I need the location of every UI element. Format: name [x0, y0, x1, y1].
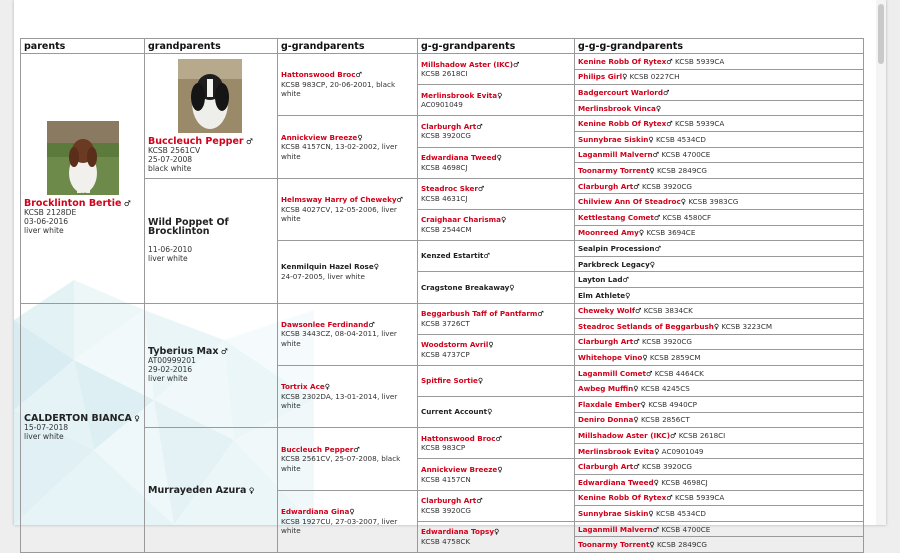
g5-26-reg: AC0901049	[661, 446, 704, 456]
g5-29-reg: KCSB 5939CA	[675, 493, 725, 503]
g5-cell-1	[575, 54, 864, 70]
dam-color: liver white	[24, 432, 64, 442]
gp-cell-3	[145, 303, 278, 428]
gggp-16-sex-icon: ♀	[494, 527, 500, 537]
header-row	[21, 39, 864, 54]
ggp-8-details: KCSB 1927CU, 27-03-2007, liver white	[281, 516, 398, 536]
ggp-1-details: KCSB 983CP, 20-06-2001, black white	[281, 79, 396, 99]
sire-cell	[21, 54, 145, 304]
gggp-5-reg: KCSB 4631CJ	[421, 193, 468, 203]
g5-9-name[interactable]: Clarburgh Art	[578, 181, 634, 191]
gggp-4-reg: KCSB 4698CJ	[421, 162, 468, 172]
g5-12-reg: KCSB 3694CE	[646, 228, 696, 238]
g5-cell-19	[575, 334, 864, 350]
ggp-7-sex-icon: ♂	[353, 444, 360, 454]
gggp-cell-8	[418, 272, 575, 303]
g5-10-sex-icon: ♀	[680, 197, 687, 207]
gggp-4-name[interactable]: Edwardiana Tweed	[421, 153, 497, 163]
ggp-3-details: KCSB 4027CV, 12-05-2006, liver white	[281, 204, 397, 224]
gggp-cell-10	[418, 334, 575, 365]
g5-13-sex-icon: ♂	[654, 243, 662, 253]
gggp-2-reg: AC0901049	[421, 100, 463, 110]
g5-cell-15	[575, 272, 864, 288]
g5-7-sex-icon: ♂	[652, 150, 660, 160]
g5-29-sex-icon: ♂	[666, 493, 673, 503]
g5-18-reg: KCSB 3223CM	[721, 321, 773, 331]
header-parents: parents	[21, 39, 145, 54]
g5-cell-25	[575, 428, 864, 444]
g5-11-name[interactable]: Kettlestang Comet	[578, 212, 654, 222]
g5-5-name[interactable]: Kenine Robb Of Rytex	[578, 119, 667, 129]
gp-2-dob: 11-06-2010	[148, 245, 193, 255]
g5-cell-8	[575, 163, 864, 179]
ggp-cell-4	[278, 241, 418, 303]
sire-color: liver white	[24, 226, 64, 236]
g5-18-name[interactable]: Steadroc Setlands of Beggarbush	[578, 321, 714, 331]
dam-cell	[21, 303, 145, 553]
g5-25-name[interactable]: Millshadow Aster (IKC)	[578, 431, 670, 441]
g5-6-sex-icon: ♀	[648, 134, 654, 144]
header-g-grandparents: g-grandparents	[278, 39, 418, 54]
gggp-16-reg: KCSB 4758CK	[421, 536, 471, 546]
g5-16-name[interactable]: Elm Athlete	[578, 290, 626, 300]
ggp-6-details: KCSB 2302DA, 13-01-2014, liver white	[281, 391, 398, 411]
gp-3-dob: 29-02-2016	[148, 365, 193, 375]
g5-4-name[interactable]: Merlinsbrook Vinca	[578, 103, 656, 113]
g5-27-sex-icon: ♂	[633, 462, 640, 472]
g5-4-sex-icon: ♀	[655, 103, 662, 113]
gggp-8-sex-icon: ♀	[509, 282, 515, 292]
g5-cell-28	[575, 475, 864, 491]
gggp-cell-11	[418, 365, 575, 396]
gggp-1-reg: KCSB 2618CI	[421, 69, 468, 79]
g5-cell-27	[575, 459, 864, 475]
gggp-15-sex-icon: ♂	[476, 496, 483, 506]
ggp-cell-7	[278, 428, 418, 490]
g5-20-reg: KCSB 2859CM	[649, 353, 701, 363]
g5-29-name[interactable]: Kenine Robb Of Rytex	[578, 493, 667, 503]
gggp-9-sex-icon: ♂	[537, 309, 544, 318]
g5-11-reg: KCSB 4580CF	[662, 212, 712, 222]
gggp-15-reg: KCSB 3920CG	[421, 505, 471, 515]
g5-24-reg: KCSB 2856CT	[640, 415, 690, 425]
gggp-14-reg: KCSB 4157CN	[421, 474, 471, 484]
gggp-14-sex-icon: ♀	[497, 464, 503, 474]
g5-19-name[interactable]: Clarburgh Art	[578, 337, 634, 347]
g5-cell-26	[575, 443, 864, 459]
ggp-5-details: KCSB 3443CZ, 08-04-2011, liver white	[281, 329, 397, 348]
gggp-cell-7	[418, 241, 575, 272]
g5-7-name[interactable]: Laganmill Malvern	[578, 150, 653, 160]
gggp-6-reg: KCSB 2544CM	[421, 225, 472, 235]
g5-26-sex-icon: ♀	[654, 446, 660, 456]
g5-6-reg: KCSB 4534CD	[655, 134, 706, 144]
gp-1-sex-icon: ♂	[246, 136, 253, 146]
g5-10-name[interactable]: Chilview Ann Of Steadroc	[578, 197, 681, 207]
g5-8-reg: KCSB 2849CG	[656, 165, 707, 175]
ggp-1-name[interactable]: Hattonswood Broc	[281, 70, 356, 80]
gggp-9-reg: KCSB 3726CT	[421, 318, 470, 328]
dam-dob: 15-07-2018	[24, 423, 69, 433]
g5-15-sex-icon: ♂	[622, 275, 629, 285]
g5-20-sex-icon: ♀	[642, 353, 648, 363]
g5-21-sex-icon: ♂	[645, 368, 653, 378]
g5-9-reg: KCSB 3920CG	[642, 181, 692, 191]
g5-32-reg: KCSB 2849CG	[656, 540, 707, 550]
gp-cell-2	[145, 178, 278, 303]
ggp-7-details: KCSB 2561CV, 25-07-2008, black white	[281, 454, 401, 473]
gggp-12-sex-icon: ♀	[487, 407, 493, 417]
g5-2-reg: KCSB 0227CH	[629, 72, 680, 82]
g5-cell-6	[575, 131, 864, 147]
gggp-cell-12	[418, 397, 575, 428]
g5-22-name[interactable]: Awbeg Muffin	[578, 384, 634, 394]
gp-4-name[interactable]: Murrayeden Azura	[148, 484, 247, 496]
pedigree-table	[20, 38, 864, 553]
ggp-5-name[interactable]: Dawsonlee Ferdinand	[281, 319, 369, 329]
ggp-cell-6	[278, 365, 418, 427]
gggp-13-reg: KCSB 983CP	[421, 443, 466, 453]
gggp-1-sex-icon: ♂	[512, 59, 520, 69]
sire-photo	[47, 121, 119, 195]
gggp-cell-1	[418, 54, 575, 85]
g5-cell-29	[575, 490, 864, 506]
g5-8-name[interactable]: Toonarmy Torrent	[578, 165, 650, 175]
gp-cell-4	[145, 428, 278, 553]
gggp-11-name[interactable]: Spitfire Sortie	[421, 376, 478, 386]
g5-12-name[interactable]: Moonreed Amy	[578, 228, 639, 238]
gggp-8-name[interactable]: Cragstone Breakaway	[421, 282, 510, 292]
g5-21-reg: KCSB 4464CK	[654, 368, 704, 378]
g5-cell-2	[575, 69, 864, 85]
g5-1-name[interactable]: Kenine Robb Of Rytex	[578, 56, 667, 66]
ggp-cell-8	[278, 490, 418, 552]
g5-13-name[interactable]: Sealpin Procession	[578, 243, 655, 253]
header-grandparents: grandparents	[145, 39, 278, 54]
gggp-2-name[interactable]: Merlinsbrook Evita	[421, 90, 498, 100]
ggp-4-name[interactable]: Kenmilquin Hazel Rose	[281, 262, 374, 272]
g5-5-reg: KCSB 5939CA	[675, 119, 725, 129]
g5-cell-3	[575, 85, 864, 101]
ggp-cell-5	[278, 303, 418, 365]
g5-cell-30	[575, 506, 864, 522]
g5-11-sex-icon: ♂	[653, 212, 661, 222]
gggp-13-sex-icon: ♂	[495, 433, 502, 443]
gggp-3-sex-icon: ♂	[476, 121, 483, 131]
gggp-10-reg: KCSB 4737CP	[421, 349, 470, 359]
ggp-3-sex-icon: ♂	[396, 195, 403, 205]
gp-4-sex-icon: ♀	[248, 485, 255, 495]
g5-1-reg: KCSB 5939CA	[675, 56, 725, 66]
gp-1-name[interactable]: Buccleuch Pepper	[148, 135, 244, 147]
gggp-3-reg: KCSB 3920CG	[421, 131, 471, 141]
gggp-1-name[interactable]: Millshadow Aster (IKC)	[421, 59, 513, 69]
g5-cell-18	[575, 319, 864, 335]
g5-8-sex-icon: ♀	[649, 165, 655, 175]
g5-cell-23	[575, 397, 864, 413]
gp-1-photo	[178, 59, 242, 133]
g5-32-name[interactable]: Toonarmy Torrent	[578, 540, 650, 550]
g5-cell-4	[575, 100, 864, 116]
ggp-cell-3	[278, 178, 418, 240]
gggp-cell-16	[418, 521, 575, 552]
ggp-4-details: 24-07-2005, liver white	[281, 271, 365, 281]
ggp-2-details: KCSB 4157CN, 13-02-2002, liver white	[281, 142, 398, 161]
g5-1-sex-icon: ♂	[666, 56, 673, 66]
g5-25-reg: KCSB 2618CI	[678, 431, 726, 441]
g5-cell-10	[575, 194, 864, 210]
gggp-cell-13	[418, 428, 575, 459]
ggp-cell-1	[278, 54, 418, 116]
gggp-10-name[interactable]: Woodstorm Avril	[421, 340, 489, 350]
g5-7-reg: KCSB 4700CE	[661, 150, 711, 160]
g5-cell-32	[575, 537, 864, 553]
gggp-cell-15	[418, 490, 575, 521]
gggp-cell-2	[418, 85, 575, 116]
sire-name[interactable]: Brocklinton Bertie	[24, 198, 122, 210]
g5-3-name[interactable]: Badgercourt Warlord	[578, 87, 663, 97]
gggp-3-name[interactable]: Clarburgh Art	[421, 121, 477, 131]
g5-cell-14	[575, 256, 864, 272]
g5-6-name[interactable]: Sunnybrae Siskin	[578, 134, 649, 144]
g5-24-name[interactable]: Deniro Donna	[578, 415, 634, 425]
g5-31-name[interactable]: Laganmill Malvern	[578, 524, 653, 534]
scrollbar-thumb[interactable]	[878, 4, 884, 64]
g5-20-name[interactable]: Whitehope Vino	[578, 353, 643, 363]
g5-21-name[interactable]: Laganmill Comet	[578, 368, 646, 378]
gggp-7-name[interactable]: Kenzed Estartit	[421, 251, 484, 261]
g5-cell-16	[575, 287, 864, 303]
gp-3-reg: AT00999201	[148, 356, 196, 366]
ggp-cell-2	[278, 116, 418, 178]
gggp-4-sex-icon: ♀	[496, 153, 502, 163]
ggp-5-sex-icon: ♂	[368, 319, 375, 329]
sire-reg: KCSB 2128DE	[24, 208, 77, 218]
g5-19-reg: KCSB 3920CG	[642, 337, 692, 347]
g5-23-sex-icon: ♀	[640, 399, 646, 409]
g5-cell-11	[575, 209, 864, 225]
g5-cell-21	[575, 365, 864, 381]
g5-cell-31	[575, 521, 864, 537]
dam-sex-icon: ♀	[134, 414, 140, 424]
gp-3-sex-icon: ♂	[220, 347, 228, 357]
gggp-6-name[interactable]: Craighaar Charisma	[421, 215, 502, 225]
g5-18-sex-icon: ♀	[713, 321, 720, 331]
header-g-g-grandparents: g-g-grandparents	[418, 39, 575, 54]
g5-3-sex-icon: ♂	[663, 87, 670, 97]
g5-25-sex-icon: ♂	[669, 431, 677, 441]
g5-28-name[interactable]: Edwardiana Tweed	[578, 477, 654, 487]
gggp-cell-5	[418, 178, 575, 209]
ggp-6-sex-icon: ♀	[324, 382, 330, 392]
gp-3-color: liver white	[148, 374, 188, 384]
gggp-10-sex-icon: ♀	[488, 340, 494, 350]
gggp-cell-3	[418, 116, 575, 147]
g5-28-sex-icon: ♀	[653, 477, 659, 487]
gggp-cell-14	[418, 459, 575, 490]
gggp-cell-6	[418, 209, 575, 240]
ggp-7-name[interactable]: Buccleuch Pepper	[281, 444, 354, 454]
sire-sex-icon: ♂	[123, 199, 131, 209]
g5-19-sex-icon: ♂	[633, 337, 640, 347]
gggp-15-name[interactable]: Clarburgh Art	[421, 496, 477, 506]
g5-28-reg: KCSB 4698CJ	[661, 477, 708, 487]
g5-cell-24	[575, 412, 864, 428]
gp-2-color: liver white	[148, 254, 188, 264]
sire-dob: 03-06-2016	[24, 217, 69, 227]
gggp-14-name[interactable]: Annickview Breeze	[421, 464, 498, 474]
g5-22-reg: KCSB 4245CS	[640, 384, 690, 394]
g5-30-sex-icon: ♀	[648, 509, 654, 519]
g5-cell-5	[575, 116, 864, 132]
gp-1-reg: KCSB 2561CV	[148, 145, 201, 155]
g5-27-reg: KCSB 3920CG	[642, 462, 692, 472]
g5-10-reg: KCSB 3983CG	[688, 197, 739, 207]
gggp-5-sex-icon: ♂	[477, 184, 485, 194]
ggp-4-sex-icon: ♀	[373, 262, 379, 272]
g5-14-sex-icon: ♀	[649, 259, 656, 269]
gp-1-dob: 25-07-2008	[148, 154, 193, 164]
g5-26-name[interactable]: Merlinsbrook Evita	[578, 446, 655, 456]
g5-cell-22	[575, 381, 864, 397]
g5-22-sex-icon: ♀	[633, 384, 639, 394]
g5-17-name[interactable]: Cheweky Wolf	[578, 306, 635, 316]
g5-cell-20	[575, 350, 864, 366]
g5-24-sex-icon: ♀	[633, 415, 639, 425]
gggp-7-sex-icon: ♂	[483, 251, 490, 261]
gggp-2-sex-icon: ♀	[497, 90, 503, 100]
gggp-6-sex-icon: ♀	[501, 215, 507, 225]
g5-9-sex-icon: ♂	[633, 181, 640, 191]
ggp-3-name[interactable]: Helmsway Harry of Cheweky	[281, 195, 397, 205]
g5-cell-7	[575, 147, 864, 163]
g5-14-name[interactable]: Parkbreck Legacy	[578, 259, 650, 269]
gggp-9-name[interactable]: Beggarbush Taff of Pantfarm	[421, 309, 538, 318]
g5-32-sex-icon: ♀	[649, 540, 655, 550]
g5-5-sex-icon: ♂	[666, 119, 673, 129]
g5-23-reg: KCSB 4940CP	[648, 399, 697, 409]
ggp-8-name[interactable]: Edwardiana Gina	[281, 506, 350, 516]
gggp-13-name[interactable]: Hattonswood Broc	[421, 433, 496, 443]
ggp-2-sex-icon: ♀	[357, 132, 363, 142]
gggp-11-sex-icon: ♀	[477, 376, 484, 386]
gggp-cell-9	[418, 303, 575, 334]
gggp-12-name[interactable]: Current Account	[421, 407, 488, 417]
g5-31-sex-icon: ♂	[652, 524, 660, 534]
g5-27-name[interactable]: Clarburgh Art	[578, 462, 634, 472]
ggp-8-sex-icon: ♀	[349, 506, 355, 516]
gp-1-color: black white	[148, 163, 192, 173]
ggp-6-name[interactable]: Tortrix Ace	[281, 382, 325, 392]
g5-16-sex-icon: ♀	[625, 290, 631, 300]
g5-17-reg: KCSB 3834CK	[643, 306, 693, 316]
gp-3-name[interactable]: Tyberius Max	[148, 346, 219, 358]
header-g-g-g-grandparents: g-g-g-grandparents	[575, 39, 864, 54]
scrollbar[interactable]	[876, 0, 886, 525]
g5-15-name[interactable]: Layton Lad	[578, 275, 623, 285]
g5-23-name[interactable]: Flaxdale Ember	[578, 399, 641, 409]
g5-31-reg: KCSB 4700CE	[661, 524, 711, 534]
g5-2-sex-icon: ♀	[622, 72, 628, 82]
ggp-2-name[interactable]: Annickview Breeze	[281, 132, 358, 142]
g5-cell-12	[575, 225, 864, 241]
g5-cell-13	[575, 241, 864, 257]
dam-name[interactable]: CALDERTON BIANCA	[24, 413, 132, 425]
ggp-1-sex-icon: ♂	[355, 70, 362, 80]
g5-cell-9	[575, 178, 864, 194]
gggp-cell-4	[418, 147, 575, 178]
g5-2-name[interactable]: Philips Girl	[578, 72, 623, 82]
g5-12-sex-icon: ♀	[638, 228, 645, 238]
gp-cell-1	[145, 54, 278, 179]
g5-30-name[interactable]: Sunnybrae Siskin	[578, 509, 649, 519]
g5-17-sex-icon: ♂	[634, 306, 642, 316]
gggp-16-name[interactable]: Edwardiana Topsy	[421, 527, 495, 537]
gggp-5-name[interactable]: Steadroc Sker	[421, 184, 478, 194]
g5-cell-17	[575, 303, 864, 319]
gp-2-name[interactable]: Wild Poppet Of Brocklinton	[148, 217, 229, 238]
g5-30-reg: KCSB 4534CD	[655, 509, 706, 519]
